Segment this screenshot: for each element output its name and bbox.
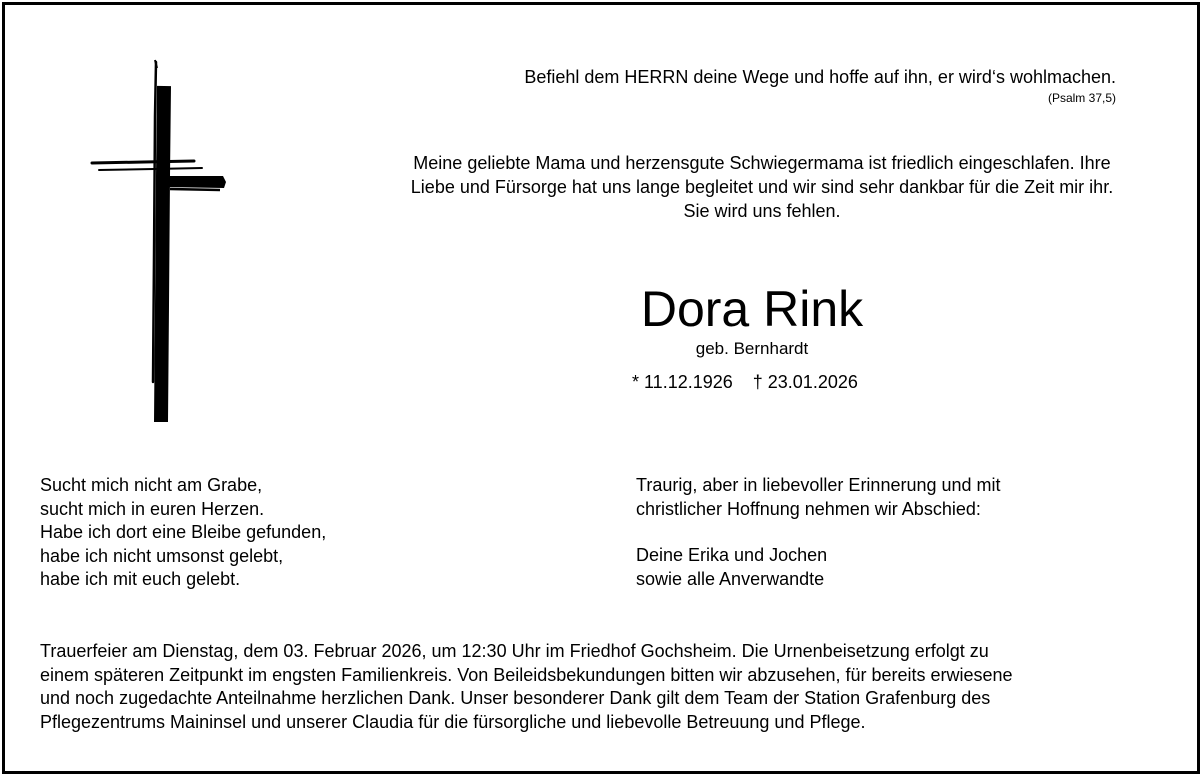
poem-line: Habe ich dort eine Bleibe gefunden, (40, 522, 327, 542)
farewell-line: Traurig, aber in liebevoller Erinnerung und mit (636, 475, 1001, 495)
poem-line: habe ich mit euch gelebt. (40, 569, 241, 589)
maiden-name: geb. Bernhardt (695, 339, 809, 358)
funeral-line: einem späteren Zeitpunkt im engsten Familienkreis. Von Beileidsbekundungen bitten wir abzusehen, für bereits erwiesene (40, 664, 1013, 685)
intro-text (352, 151, 1172, 223)
funeral-notice (40, 640, 1180, 734)
poem (40, 474, 440, 592)
intro-line: Meine geliebte Mama und herzensgute Schwiegermama ist friedlich eingeschlafen. Ihre (413, 153, 1111, 173)
poem-line: Sucht mich nicht am Grabe, (40, 475, 263, 495)
cross-icon (84, 56, 244, 436)
deceased-name: Dora Rink (640, 281, 864, 337)
poem-line: habe ich nicht umsonst gelebt, (40, 545, 284, 566)
funeral-line: Trauerfeier am Dienstag, dem 03. Februar 2026, um 12:30 Uhr im Friedhof Gochsheim. Die Urnenbeisetzung erfolgt zu (40, 641, 989, 661)
psalm-reference: (Psalm 37,5) (1047, 91, 1116, 105)
farewell-line: christlicher Hoffnung nehmen wir Abschied: (636, 498, 981, 519)
funeral-line: Pflegezentrums Maininsel und unserer Claudia für die fürsorgliche und liebevolle Betreuung und Pflege. (40, 711, 866, 732)
intro-line: Sie wird uns fehlen. (683, 201, 841, 221)
mourners-block (636, 474, 1096, 591)
intro-line: Liebe und Fürsorge hat uns lange begleitet und wir sind sehr dankbar für die Zeit mir ihr. (410, 177, 1114, 197)
funeral-line: und noch zugedachte Anteilnahme herzlichen Dank. Unser besonderer Dank gilt dem Team der Station Grafenburg des (40, 688, 991, 708)
poem-line: sucht mich in euren Herzen. (40, 498, 265, 519)
psalm-quote: Befiehl dem HERRN deine Wege und hoffe auf ihn, er wird‘s wohlmachen. (524, 67, 1116, 87)
life-dates: * 11.12.1926 † 23.01.2026 (632, 372, 858, 392)
signature-line: Deine Erika und Jochen (636, 545, 828, 565)
signature-line: sowie alle Anverwandte (636, 568, 825, 589)
